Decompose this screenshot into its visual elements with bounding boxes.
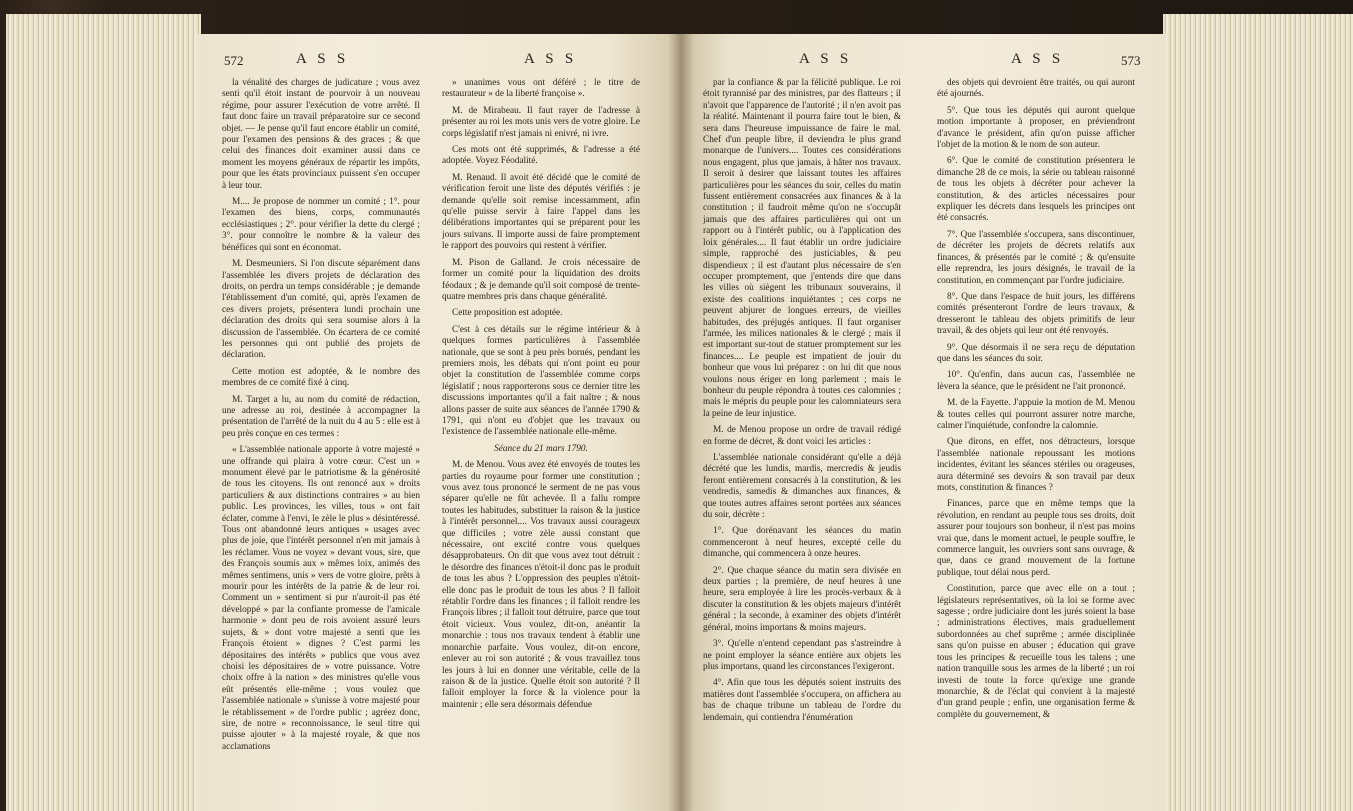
- paragraph: M. Target a lu, au nom du comité de rédaction, une adresse au roi, destinée à accompagner la présentation de l'arrêté de la nuit du 4 au 5 : elle est à peu près conçue en ces termes :: [222, 394, 420, 439]
- paragraph: Cette proposition est adoptée.: [452, 308, 563, 319]
- paragraph: Que dirons, en effet, nos détracteurs, lorsque l'assemblée nationale repoussant les motions incidentes, évitant les séances stériles ou orageuses, aura déterminé ses devoirs & son travail par deux mots, constitution & finances ?: [937, 437, 1135, 493]
- paragraph: M. Renaud. Il avoit été décidé que le comité de vérification feroit une liste des députés vérifiés : je demande qu'elle soit remise incessamment, afin qu'elle puisse servir à faire l'appel dans les délibérations importantes qui se préparent pour les jours suivans. Il importe aussi de faire promptement le rapport des pouvoirs qui restent à vérifier.: [442, 172, 640, 252]
- paragraph: 9°. Que désormais il ne sera reçu de députation que dans les séances du soir.: [937, 342, 1135, 364]
- paragraph: » unanimes vous ont déféré ; le titre de restaurateur » de la liberté françoise ».: [442, 78, 640, 100]
- paragraph: M. de la Fayette. J'appuie la motion de M. Menou & toutes celles qui pourront assurer notre marche, calmer l'inquiétude, confondre la calomnie.: [937, 398, 1135, 431]
- paragraph: 6°. Que le comité de constitution présentera le dimanche 28 de ce mois, la série ou tableau raisonné de tous les objets à décréter pour achever la constitution, & des articles nécessaires pour expliquer les décrets dans lesquels les principes ont été consacrés.: [937, 156, 1135, 224]
- paragraph: M. Desmeuniers. Si l'on discute séparément dans l'assemblée les divers projets de déclaration des droits, on perdra un temps considérable ; je demande l'établissement d'un comité, qui, après l'examen de ces divers projets, présentera lundi prochain une déclaration des droits qui sera soumise alors à la discussion de l'assemblée. On écartera de ce comité les personnes qui ont publié des projets de déclaration.: [222, 259, 420, 361]
- right-running-head: A S S: [799, 51, 852, 67]
- right-column-2: [937, 78, 1135, 811]
- right-page-number: 573: [1121, 53, 1141, 68]
- right-page-edges: [1163, 14, 1353, 811]
- paragraph: C'est à ces détails sur le régime intérieur & à quelques formes particulières à l'assemblée nationale, que se sont à peu près bornés, pendant les premiers mois, les débats qui n'ont point eu pour objet la constitution de l'assemblée comme corps législatif ; nous rapporterons sous ce dernier titre les discussions importantes qu'il a fait naître ; & nous allons passer de suite aux séances de l'année 1790 & 1791, qui n'ont eu d'objet que les travaux ou l'existence de l'assemblée nationale elle-même.: [442, 324, 640, 438]
- left-column-1: [222, 78, 420, 811]
- paragraph: des objets qui devroient être traités, ou qui auront été ajournés.: [937, 78, 1135, 100]
- paragraph: la vénalité des charges de judicature ; vous avez senti qu'il étoit instant de pourvoir à un nouveau régime, pour assurer l'exécution de votre arrêté. Il faut donc faire un travail préparatoire sur ce second objet. — Je pense qu'il faut encore établir un comité, pour l'examen des pensions & des graces ; & que celui des finances doit examiner aussi dans ce moment les moyens généraux de répartir les impôts, pour que les états provinciaux puissent s'en occuper à leur tour.: [222, 78, 420, 191]
- left-running-head-2: A S S: [524, 51, 577, 67]
- left-column-2: [442, 78, 640, 811]
- paragraph: 8°. Que dans l'espace de huit jours, les différens comités présenteront l'ordre de leurs travaux, & dresseront le tableau des objets primitifs de leur travail, & des objets qui leur ont été renvoyés.: [937, 291, 1135, 337]
- paragraph: Ces mots ont été supprimés, & l'adresse a été adoptée. Voyez Féodalité.: [442, 145, 640, 167]
- paragraph: M. de Mirabeau. Il faut rayer de l'adresse à présenter au roi les mots unis vers de votre gloire. Le corps législatif n'est jamais ni enivré, ni ivre.: [442, 105, 640, 139]
- paragraph: 4°. Afin que tous les députés soient instruits des matières dont l'assemblée s'occupera, on affichera au bas de chaque tribune un tableau de l'ordre du lendemain, qui contiendra l'énumération: [703, 678, 901, 723]
- paragraph: 2°. Que chaque séance du matin sera divisée en deux parties ; la première, de neuf heures à une heure, sera employée à lire les procès-verbaux & à discuter la constitution & les objets majeurs d'intérêt général ; la seconde, à examiner des objets d'intérêt général, moins importans & moins majeurs.: [703, 565, 901, 633]
- left-page-edges: [6, 14, 201, 811]
- book-gutter: [668, 34, 694, 811]
- paragraph: 10°. Qu'enfin, dans aucun cas, l'assemblée ne lèvera la séance, que le président ne l'ait prononcé.: [937, 370, 1135, 392]
- paragraph: L'assemblée nationale considérant qu'elle a déjà décrété que les lundis, mardis, mercredis & jeudis feront entièrement consacrés à la constitution, & les vendredis, samedis & dimanches aux finances, & que toutes autres affaires seront portées aux séances du soir, décrète :: [703, 453, 901, 521]
- paragraph: M. de Menou. Vous avez été envoyés de toutes les parties du royaume pour former une constitution ; vous avez tous prononcé le serment de ne pas vous séparer qu'elle ne fût achevée. Il a fallu rompre toutes les habitudes, substituer la raison & la justice à l'intérêt personnel.... Vos travaux aussi courageux que difficiles ; votre zèle aussi constant que nécessaire, ont excité contre vous quelques désapprobateurs. On dit que vous avez tout détruit : le désordre des finances n'étoit-il donc pas le produit de tous les abus ? L'oppression des peuples n'étoit-elle donc pas le produit de tous les abus ? Il falloit rétablir l'ordre dans les finances ; il falloit rendre les François libres ; il falloit tout détruire, parce que tout étoit vicieux. Vous voulez, dit-on, anéantir la monarchie : tous nos travaux tendent à établir une monarchie parfaite. Vous voulez, dit-on encore, enlever au roi son autorité ; & vous travaillez tous les jours à lui en donner une véritable, celle de la raison & de la justice. Quelle étoit son autorité ? Il falloit employer la force & la violence pour la maintenir ; elle sera désormais défendue: [442, 460, 640, 710]
- paragraph: M. Pison de Galland. Je crois nécessaire de former un comité pour la liquidation des droits féodaux ; & je demande qu'il soit composé de trente-quatre membres pris dans chaque généralité.: [442, 257, 640, 302]
- paragraph: « L'assemblée nationale apporte à votre majesté » une offrande qui plaira à votre cœur. C'est un » monument élevé par le patriotisme & la générosité de tous les citoyens. Ils ont renoncé aux » droits particuliers & aux distinctions contraires » au bien public. Les provinces, les villes, tous » ont fait éclater, comme à l'envi, le zèle le plus » désintéressé. Tous ont abandonné leurs antiques » usages avec plus de joie, que l'intérêt personnel n'en mit jamais à les réclamer. Vous ne voyez » devant vous, sire, que des François soumis aux » mêmes loix, animés des mêmes sentimens, unis » vers de votre gloire, prêts à mourir pour les intérêts de la patrie & de leur roi. Comment un » sentiment si pur n'auroit-il pas été développé » par la confiante promesse de l'amicale harmonie » dont peu de rois avoient assuré leurs sujets, & » dont votre majesté a senti que les François étoient » dignes ? C'est parmi les dépositaires des intérêts » publics que vous avez choisi les dépositaires de » votre puissance. Votre choix offre à la nation » des ministres qu'elle vous eût présentés elle-même ; vous voulez que l'assemblée nationale » s'unisse à votre majesté pour le rétablissement » de l'ordre public ; agréez donc, sire, de notre » reconnoissance, le seul titre qui puisse ajouter » à la majesté royale, & que nos acclamations: [222, 445, 420, 752]
- paragraph: M. de Menou propose un ordre de travail rédigé en forme de décret, & dont voici les articles :: [703, 425, 901, 447]
- paragraph: 3°. Qu'elle n'entend cependant pas s'astreindre à ne point employer la séance entière aux objets les plus importans, quand les circonstances l'exigeront.: [703, 639, 901, 672]
- paragraph: M.... Je propose de nommer un comité ; 1°. pour l'examen des biens, corps, communautés ecclésiastiques ; 2°. pour vérifier la dette du clergé ; 3°. pour connoître le nombre & la valeur des bénéfices qui sont en économat.: [222, 197, 420, 253]
- paragraph: Cette motion est adoptée, & le nombre des membres de ce comité fixé à cinq.: [222, 366, 420, 389]
- right-running-head-2: A S S: [1011, 51, 1064, 67]
- paragraph: par la confiance & par la félicité publique. Le roi étoit tyrannisé par des ministres, par des flatteurs ; il n'avoit que l'apparence de l'autorité ; il n'en avoit pas la réalité. Maintenant il pourra faire tout le bien, & sera dans l'heureuse impuissance de faire le mal. Chef d'un peuple libre, il deviendra le plus grand monarque de l'univers.... Toutes ces considérations nous engagent, plus que jamais, à hâter nos travaux. Il seroit à desirer que laissant toutes les affaires particulières pour les séances du soir, celles du matin fussent entièrement consacrées aux finances & à la constitution ; il faudroit même qu'on ne s'occupât jamais que des affaires particulières qui ont un rapport ou à l'intérêt public, ou à l'application des loix générales.... Il faut établir un ordre judiciaire simple, rapproché des justiciables, & peu dispendieux ; il est d'autant plus nécessaire de s'en occuper promptement, que j'entends dire que dans les villes où siègent les tribunaux souverains, il existe des coalitions inquiétantes ; ces corps ne peuvent abjurer de longues erreurs, de vieilles habitudes, des préjugés antiques. Il faut organiser l'armée, les milices nationales & le clergé ; mais il est important sur-tout de statuer promptement sur les finances.... Le peuple est impatient de jouir du bonheur que vous lui préparez : on lui dit que nous voulons nous ériger en long parlement ; mais le bonheur du peuple répondra à toutes ces calomnies ; mais le mépris du peuple pour les calomniateurs sera la peine de leur injustice.: [703, 78, 901, 419]
- left-page-number: 572: [224, 53, 244, 68]
- left-page: [196, 34, 681, 811]
- paragraph: 1°. Que dorénavant les séances du matin commenceront à neuf heures, excepté celle du dimanche, qui commencera à onze heures.: [703, 526, 901, 560]
- right-column-1: [703, 78, 901, 811]
- left-running-head: A S S: [296, 51, 349, 67]
- right-page: [681, 34, 1166, 811]
- paragraph: Séance du 21 mars 1790.: [494, 443, 588, 454]
- paragraph: Finances, parce que en même temps que la révolution, en rendant au peuple tous ses droits, doit assurer pour toujours son bonheur, il n'est pas moins vrai que, dans le moment actuel, le peuple souffre, le commerce languit, les ouvriers sont sans ouvrage, & que, dans ce grand mouvement de la fortune publique, tout délai nous perd.: [937, 499, 1135, 578]
- paragraph: 5°. Que tous les députés qui auront quelque motion importante à proposer, en préviendront d'avance le président, afin qu'on puisse afficher l'objet de la motion & le nom de son auteur.: [937, 105, 1135, 151]
- paragraph: 7°. Que l'assemblée s'occupera, sans discontinuer, de décréter les projets de décrets relatifs aux finances, & présentés par le comité ; & qu'ensuite elle reprendra, les jours désignés, le travail de la constitution, en commençant par l'ordre judiciaire.: [937, 229, 1135, 286]
- paragraph: Constitution, parce que avec elle on a tout ; législateurs représentatives, où la loi se forme avec sagesse ; ordre judiciaire dont les jurés soient la base ; administrations électives, mais graduellement subordonnées au chef suprême ; armée disciplinée sans qu'on puisse en abuser ; éducation qui grave tous les principes & recueille tous les talens ; une nation tranquille sous les armes de la liberté ; un roi investi de toute la force qu'exige une grande monarchie, & de l'éclat qui convient à la majesté d'un grand peuple ; enfin, une organisation ferme & complète du gouvernement, &: [937, 584, 1135, 720]
